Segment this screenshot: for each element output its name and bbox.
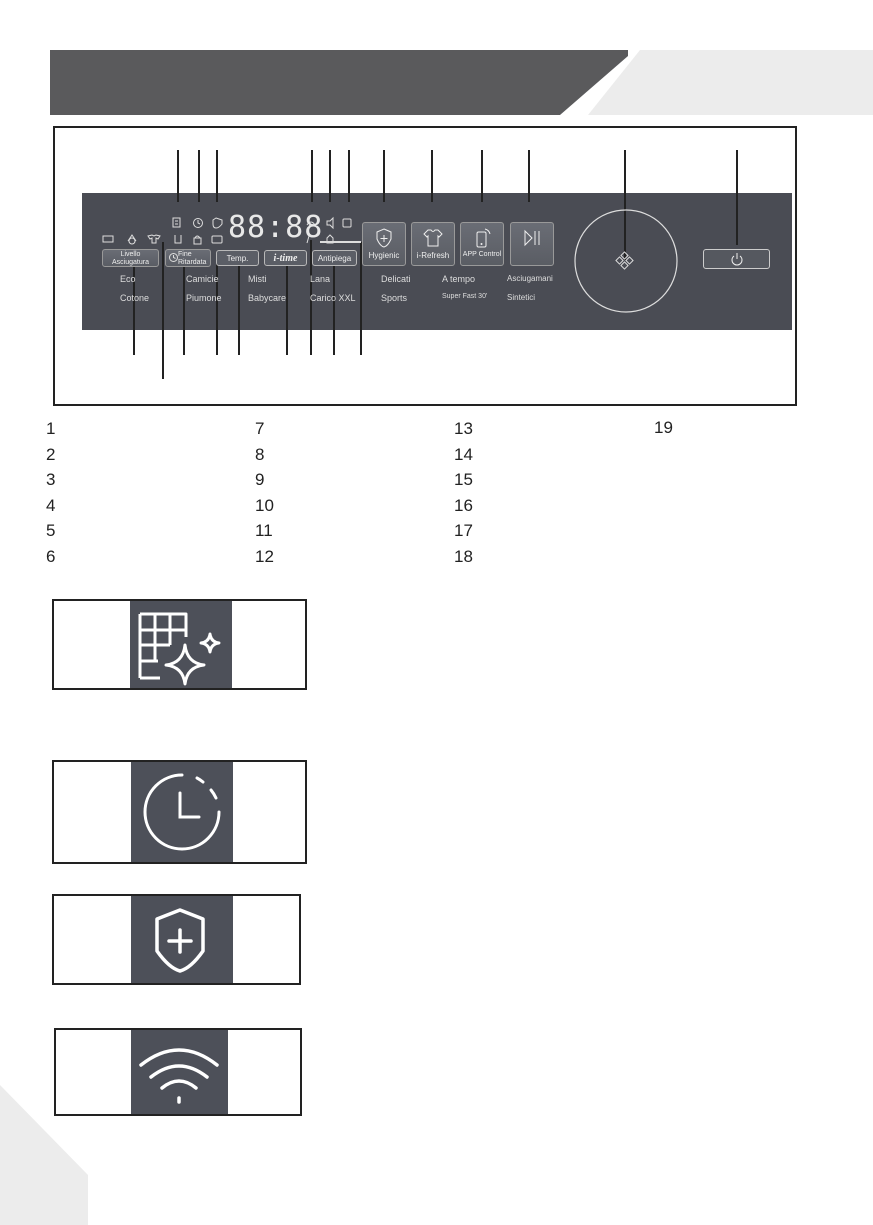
icon-fill xyxy=(131,1030,228,1114)
icon-box-steam xyxy=(52,599,307,690)
app-control-label: APP Control xyxy=(462,251,502,258)
program-a-tempo: A tempo xyxy=(442,274,476,284)
legend-number: 13 xyxy=(454,419,473,438)
program-sintetici: Sintetici xyxy=(507,293,536,302)
leader-line xyxy=(162,242,164,379)
fine-label: Fine Ritardata xyxy=(178,251,207,266)
legend-number: 19 xyxy=(654,418,673,437)
legend-col-1 xyxy=(46,416,55,569)
shield-plus-icon xyxy=(131,896,233,983)
legend-number: 7 xyxy=(255,419,265,438)
leader-line xyxy=(311,150,313,202)
antipiega-label: Antipiega xyxy=(317,253,352,263)
leader-line xyxy=(286,262,288,355)
power-button[interactable] xyxy=(703,249,770,269)
program-super-fast: Super Fast 30' xyxy=(442,293,488,300)
irefresh-button[interactable] xyxy=(411,222,455,266)
leader-line xyxy=(238,262,240,355)
leader-line xyxy=(329,150,331,202)
irefresh-label: i-Refresh xyxy=(416,251,450,260)
program-sports: Sports xyxy=(381,293,408,303)
itime-button[interactable] xyxy=(264,250,307,266)
leader-line xyxy=(736,150,738,245)
leader-line xyxy=(348,150,350,202)
legend-number: 8 xyxy=(255,444,265,464)
page-corner-decoration xyxy=(0,1085,100,1225)
legend-number: 1 xyxy=(46,419,56,438)
leader-line xyxy=(216,150,218,202)
legend-number: 10 xyxy=(255,495,274,515)
leader-line xyxy=(183,262,185,355)
clock-small-icon xyxy=(168,252,179,263)
leader-line xyxy=(177,150,179,202)
legend-number: 18 xyxy=(454,546,473,566)
hygienic-button[interactable] xyxy=(362,222,406,266)
legend-col-2 xyxy=(255,416,274,569)
power-icon xyxy=(730,252,744,266)
steam-grid-icon xyxy=(130,601,232,688)
antipiega-button[interactable] xyxy=(312,250,357,266)
legend-number: 5 xyxy=(46,521,56,540)
legend-number: 4 xyxy=(46,495,56,515)
dial-center-icon xyxy=(616,252,633,269)
itime-label: i-time xyxy=(273,252,298,264)
legend-number: 9 xyxy=(255,470,265,489)
start-pause-button[interactable] xyxy=(510,222,554,266)
icon-fill xyxy=(131,896,233,983)
legend-number: 17 xyxy=(454,521,473,540)
leader-line xyxy=(528,150,530,202)
program-carico-xxl: Carico XXL xyxy=(310,293,356,303)
legend-number: 16 xyxy=(454,495,473,515)
title-banner xyxy=(0,0,873,130)
legend-number: 15 xyxy=(454,470,473,489)
legend-number: 12 xyxy=(255,546,274,566)
icon-box-shield xyxy=(52,894,301,985)
leader-line xyxy=(481,150,483,202)
program-camicie: Camicie xyxy=(186,274,219,284)
legend-number: 11 xyxy=(255,521,273,540)
play-pause-icon xyxy=(521,227,543,249)
icon-fill xyxy=(130,601,232,688)
legend-col-3 xyxy=(454,416,473,569)
temp-button[interactable] xyxy=(216,250,259,266)
program-babycare: Babycare xyxy=(248,293,287,303)
legend-number: 6 xyxy=(46,546,56,566)
program-eco: Eco xyxy=(120,274,136,284)
program-lana: Lana xyxy=(310,274,331,284)
livello-label: Livello Asciugatura xyxy=(112,251,149,266)
shirt-icon xyxy=(422,227,444,249)
app-control-button[interactable] xyxy=(460,222,504,266)
leader-line xyxy=(198,150,200,202)
legend-number: 3 xyxy=(46,470,56,489)
program-misti: Misti xyxy=(248,274,267,284)
leader-line xyxy=(431,150,433,202)
clock-icon xyxy=(131,762,233,862)
leader-line xyxy=(383,150,385,202)
shield-plus-small-icon xyxy=(374,227,394,249)
time-display: 88:88 xyxy=(228,210,324,245)
program-asciugamani: Asciugamani xyxy=(507,274,553,283)
icon-fill xyxy=(131,762,233,862)
hygienic-label: Hygienic xyxy=(368,251,400,260)
temp-label: Temp. xyxy=(226,253,249,263)
phone-icon xyxy=(471,227,493,249)
icon-box-clock xyxy=(52,760,307,864)
livello-asciugatura-button[interactable] xyxy=(102,249,159,267)
legend-number: 14 xyxy=(454,444,473,464)
leader-line xyxy=(333,262,335,355)
legend-col-4 xyxy=(654,418,673,438)
legend-number: 2 xyxy=(46,444,56,464)
program-dial[interactable] xyxy=(570,205,682,317)
program-delicati: Delicati xyxy=(381,274,411,284)
program-piumone: Piumone xyxy=(186,293,222,303)
wifi-icon xyxy=(131,1030,228,1114)
program-cotone: Cotone xyxy=(120,293,150,303)
